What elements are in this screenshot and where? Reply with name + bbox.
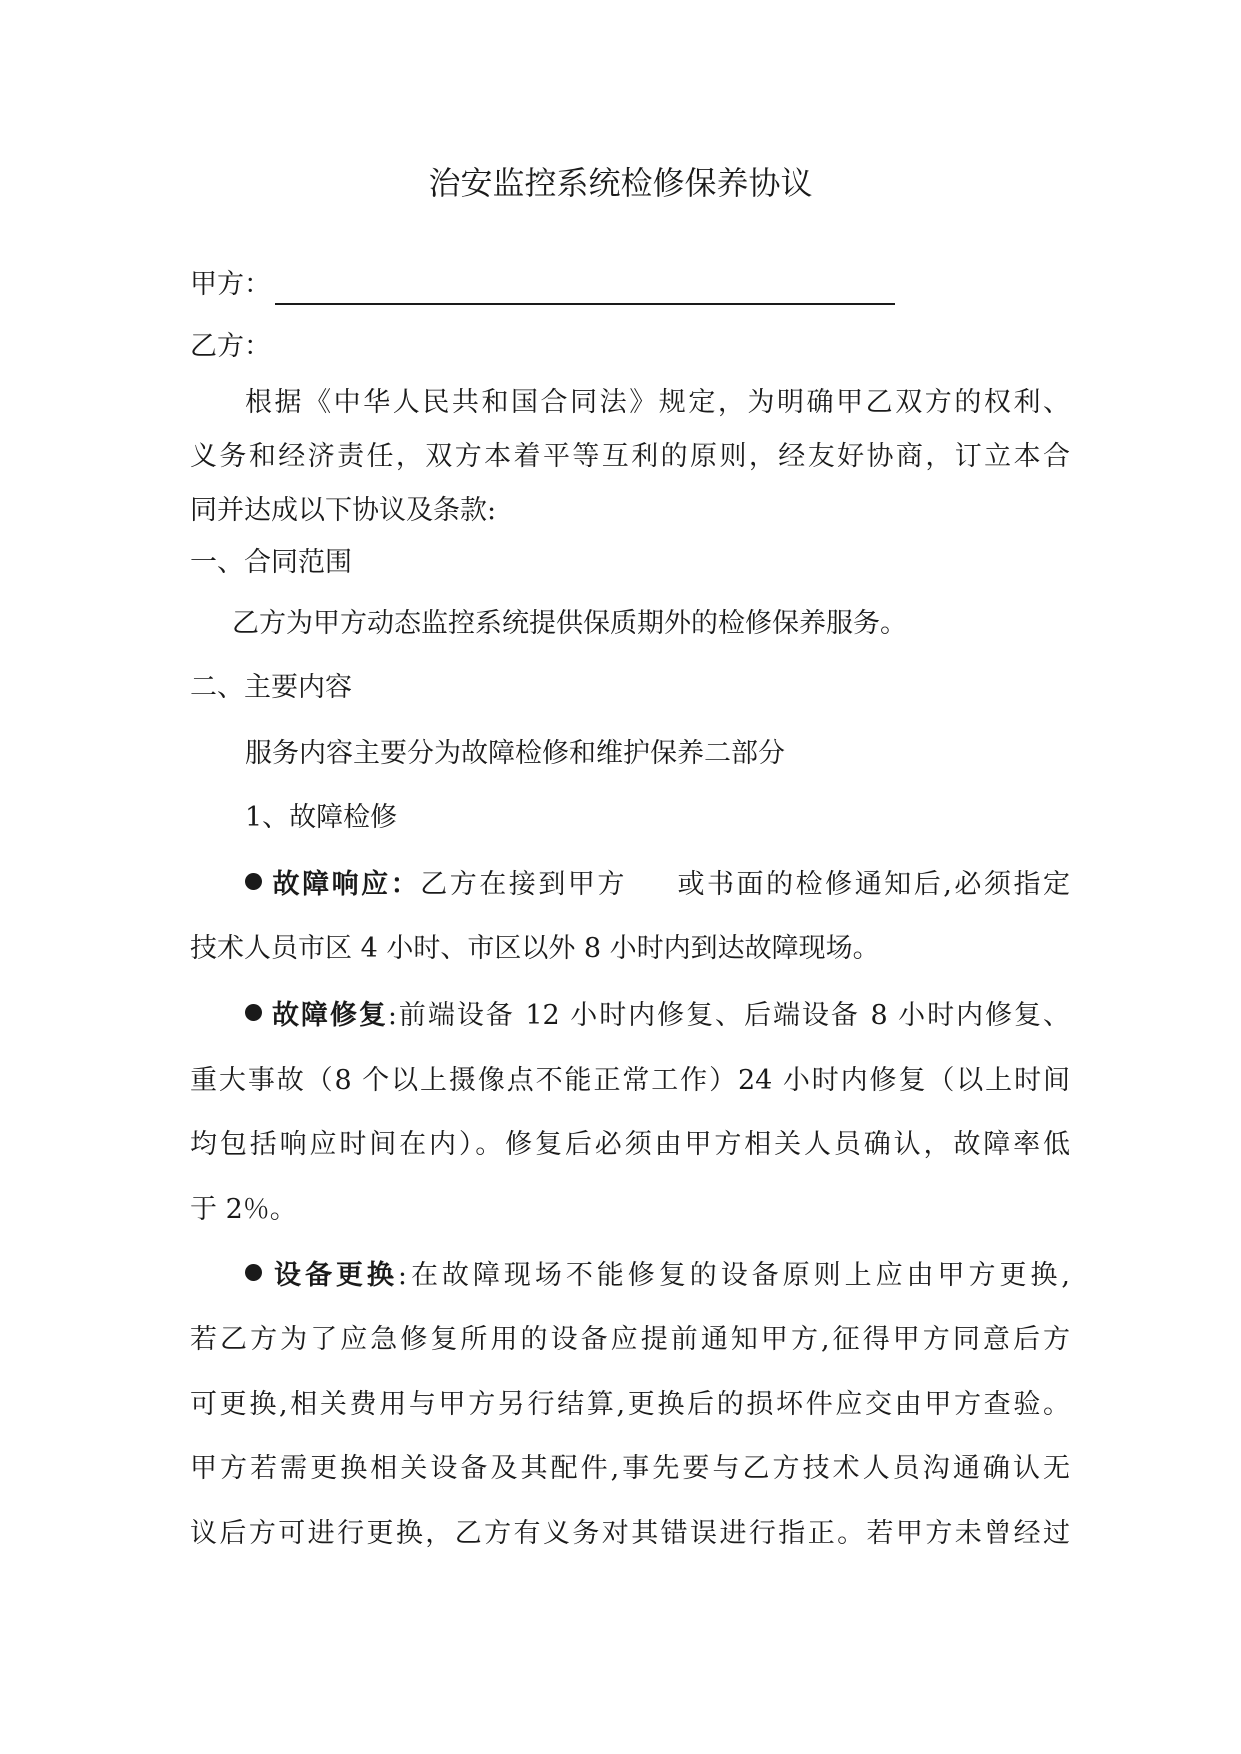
bullet-icon [245, 1004, 262, 1021]
item-label: 故障响应： [270, 869, 421, 900]
item-fault-fix: 故障修复:前端设备 12 小时内修复、后端设备 8 小时内修复、 [245, 996, 1070, 1036]
item-fault-fix-line-2: 重大事故（8 个以上摄像点不能正常工作）24 小时内修复（以上时间 [190, 1065, 1070, 1096]
item-equipment-replace-line-2: 若乙方为了应急修复所用的设备应提前通知甲方,征得甲方同意后方 [190, 1324, 1070, 1355]
party-a-label: 甲方： [190, 269, 271, 300]
item-fault-fix-line-4: 于 2％。 [190, 1194, 297, 1225]
item-label: 设备更换 [270, 1260, 398, 1291]
section-2-heading: 二、主要内容 [190, 672, 352, 703]
bullet-icon [245, 873, 262, 890]
intro-line-1: 根据《中华人民共和国合同法》规定，为明确甲乙双方的权利、 [245, 387, 1070, 418]
party-b-label: 乙方： [190, 331, 271, 362]
subsection-fault-repair: 1、故障检修 [245, 802, 398, 833]
item-fault-response: 故障响应：乙方在接到甲方 或书面的检修通知后,必须指定 [245, 865, 1070, 905]
section-1-body: 乙方为甲方动态监控系统提供保质期外的检修保养服务。 [232, 608, 907, 639]
section-2-lead: 服务内容主要分为故障检修和维护保养二部分 [245, 738, 785, 769]
item-equipment-replace-line-5: 议后方可进行更换，乙方有义务对其错误进行指正。若甲方未曾经过 [190, 1518, 1070, 1549]
item-equipment-replace: 设备更换:在故障现场不能修复的设备原则上应由甲方更换, [245, 1256, 1070, 1296]
intro-line-2: 义务和经济责任，双方本着平等互利的原则，经友好协商，订立本合 [190, 441, 1070, 472]
party-b-line [190, 327, 1070, 367]
section-1-heading: 一、合同范围 [190, 547, 352, 578]
bullet-icon [245, 1264, 262, 1281]
item-equipment-replace-line-4: 甲方若需更换相关设备及其配件,事先要与乙方技术人员沟通确认无 [190, 1453, 1070, 1484]
document-title: 治安监控系统检修保养协议 [428, 164, 813, 202]
item-fault-response-line-2: 技术人员市区 4 小时、市区以外 8 小时内到达故障现场。 [190, 933, 880, 964]
party-a-blank [275, 273, 895, 305]
item-equipment-replace-line-3: 可更换,相关费用与甲方另行结算,更换后的损坏件应交由甲方查验。 [190, 1389, 1070, 1420]
party-a-line [190, 265, 1070, 305]
intro-line-3: 同并达成以下协议及条款: [190, 495, 497, 526]
item-label: 故障修复 [270, 1000, 388, 1031]
item-fault-fix-line-3: 均包括响应时间在内）。修复后必须由甲方相关人员确认，故障率低 [190, 1129, 1070, 1160]
